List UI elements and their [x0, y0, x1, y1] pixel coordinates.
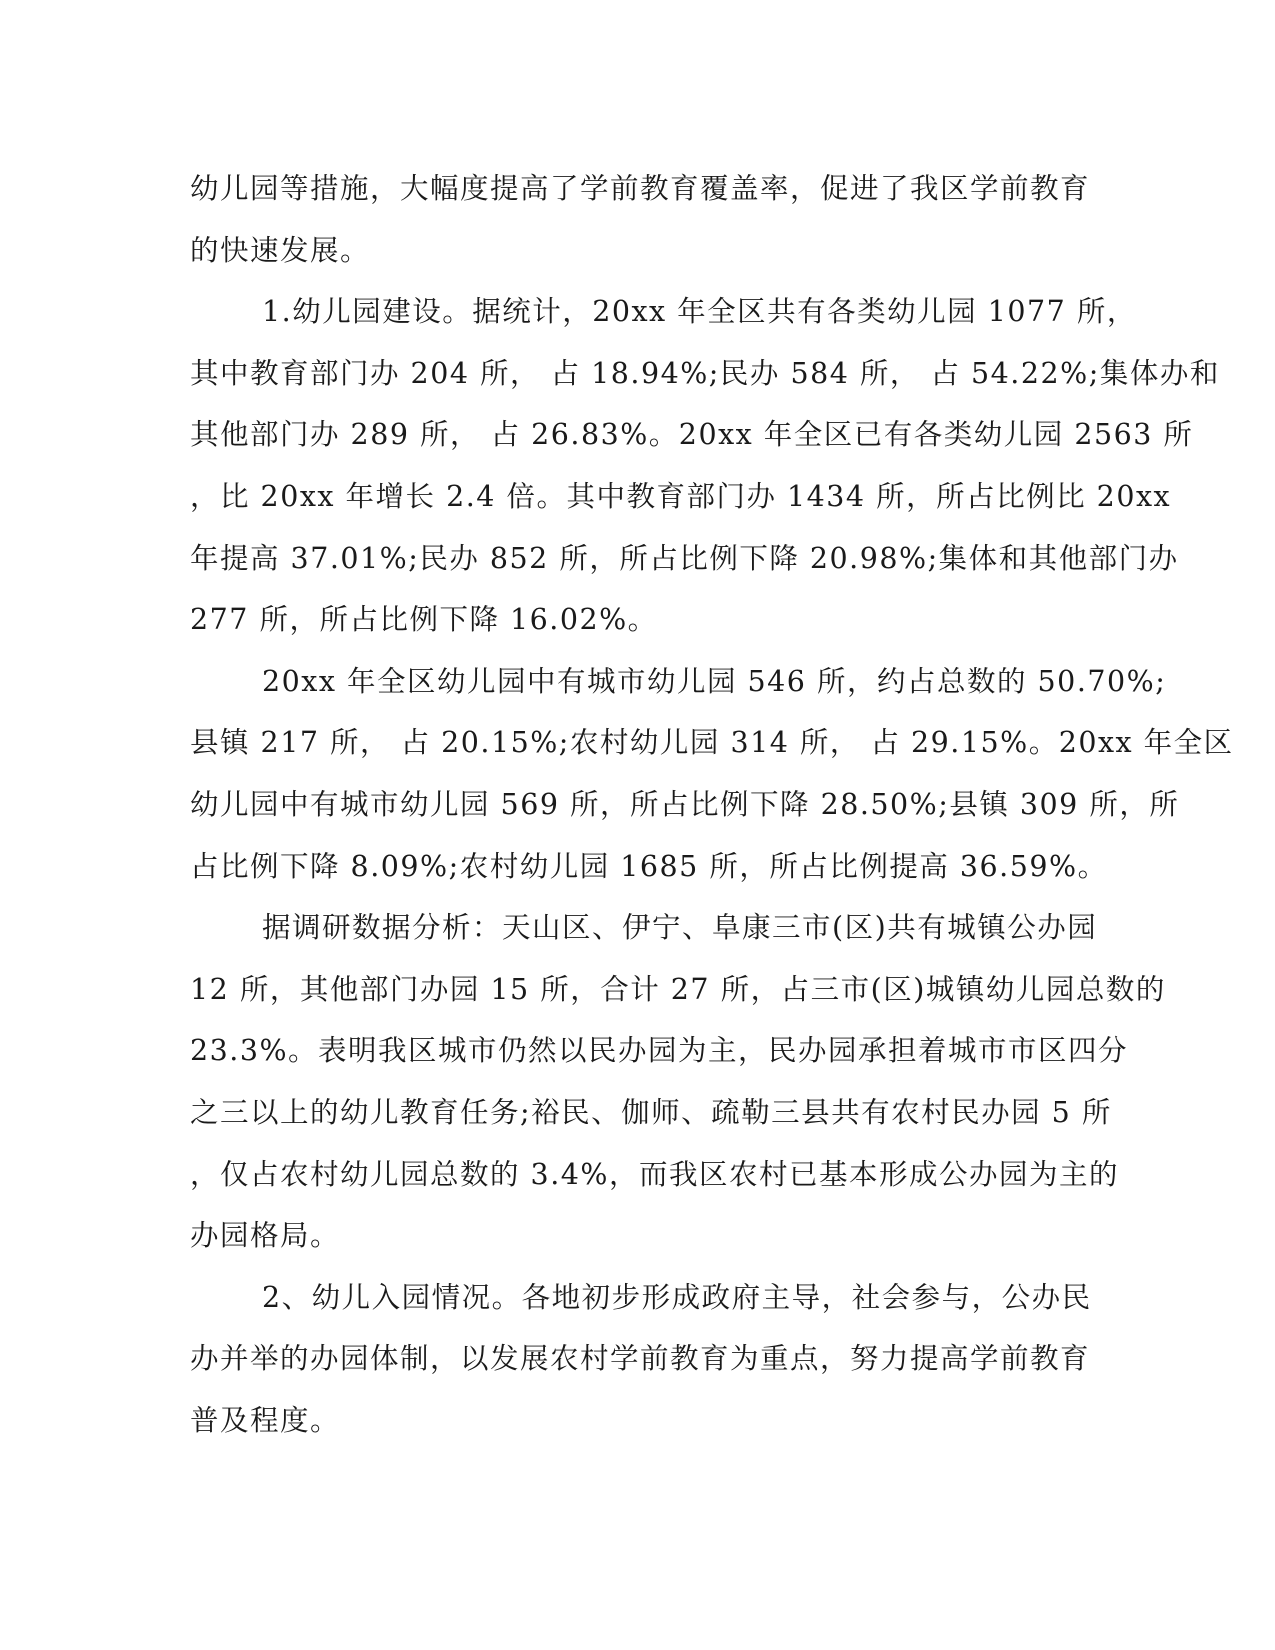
text-line: 占比例下降 8.09%;农村幼儿园 1685 所，所占比例提高 36.59%。 [190, 849, 1108, 883]
text-line: 其他部门办 289 所， 占 26.83%。20xx 年全区已有各类幼儿园 2563 所 [190, 418, 1194, 452]
paragraph-start-line: 20xx 年全区幼儿园中有城市幼儿园 546 所，约占总数的 50.70%; [262, 664, 1167, 698]
text-line: 办园格局。 [190, 1219, 341, 1253]
paragraph-start-line: 1.幼儿园建设。据统计，20xx 年全区共有各类幼儿园 1077 所， [262, 295, 1137, 329]
text-line: 23.3%。表明我区城市仍然以民办园为主，民办园承担着城市市区四分 [190, 1034, 1129, 1068]
text-line: 县镇 217 所， 占 20.15%;农村幼儿园 314 所， 占 29.15%。20xx 年全区 [190, 726, 1234, 760]
text-line: 其中教育部门办 204 所， 占 18.94%;民办 584 所， 占 54.22%;集体办和 [190, 356, 1220, 390]
text-line: 幼儿园中有城市幼儿园 569 所，所占比例下降 28.50%;县镇 309 所，所 [190, 787, 1180, 821]
text-line: 的快速发展。 [190, 233, 371, 267]
paragraph-start-line: 据调研数据分析：天山区、伊宁、阜康三市(区)共有城镇公办园 [262, 911, 1098, 945]
text-line: 普及程度。 [190, 1403, 341, 1437]
document-body [190, 158, 1234, 1451]
text-line: 幼儿园等措施，大幅度提高了学前教育覆盖率，促进了我区学前教育 [190, 172, 1091, 205]
text-line: 办并举的办园体制，以发展农村学前教育为重点，努力提高学前教育 [190, 1342, 1091, 1376]
paragraph-start-line: 2、幼儿入园情况。各地初步形成政府主导，社会参与，公办民 [262, 1280, 1092, 1314]
text-line: 年提高 37.01%;民办 852 所，所占比例下降 20.98%;集体和其他部门办 [190, 541, 1179, 575]
text-line: 12 所，其他部门办园 15 所，合计 27 所，占三市(区)城镇幼儿园总数的 [190, 972, 1166, 1006]
text-line: ，比 20xx 年增长 2.4 倍。其中教育部门办 1434 所，所占比例比 20xx [190, 479, 1172, 513]
text-line: 277 所，所占比例下降 16.02%。 [190, 603, 658, 637]
text-line: 之三以上的幼儿教育任务;裕民、伽师、疏勒三县共有农村民办园 5 所 [190, 1095, 1112, 1129]
text-line: ，仅占农村幼儿园总数的 3.4%，而我区农村已基本形成公办园为主的 [190, 1157, 1119, 1191]
